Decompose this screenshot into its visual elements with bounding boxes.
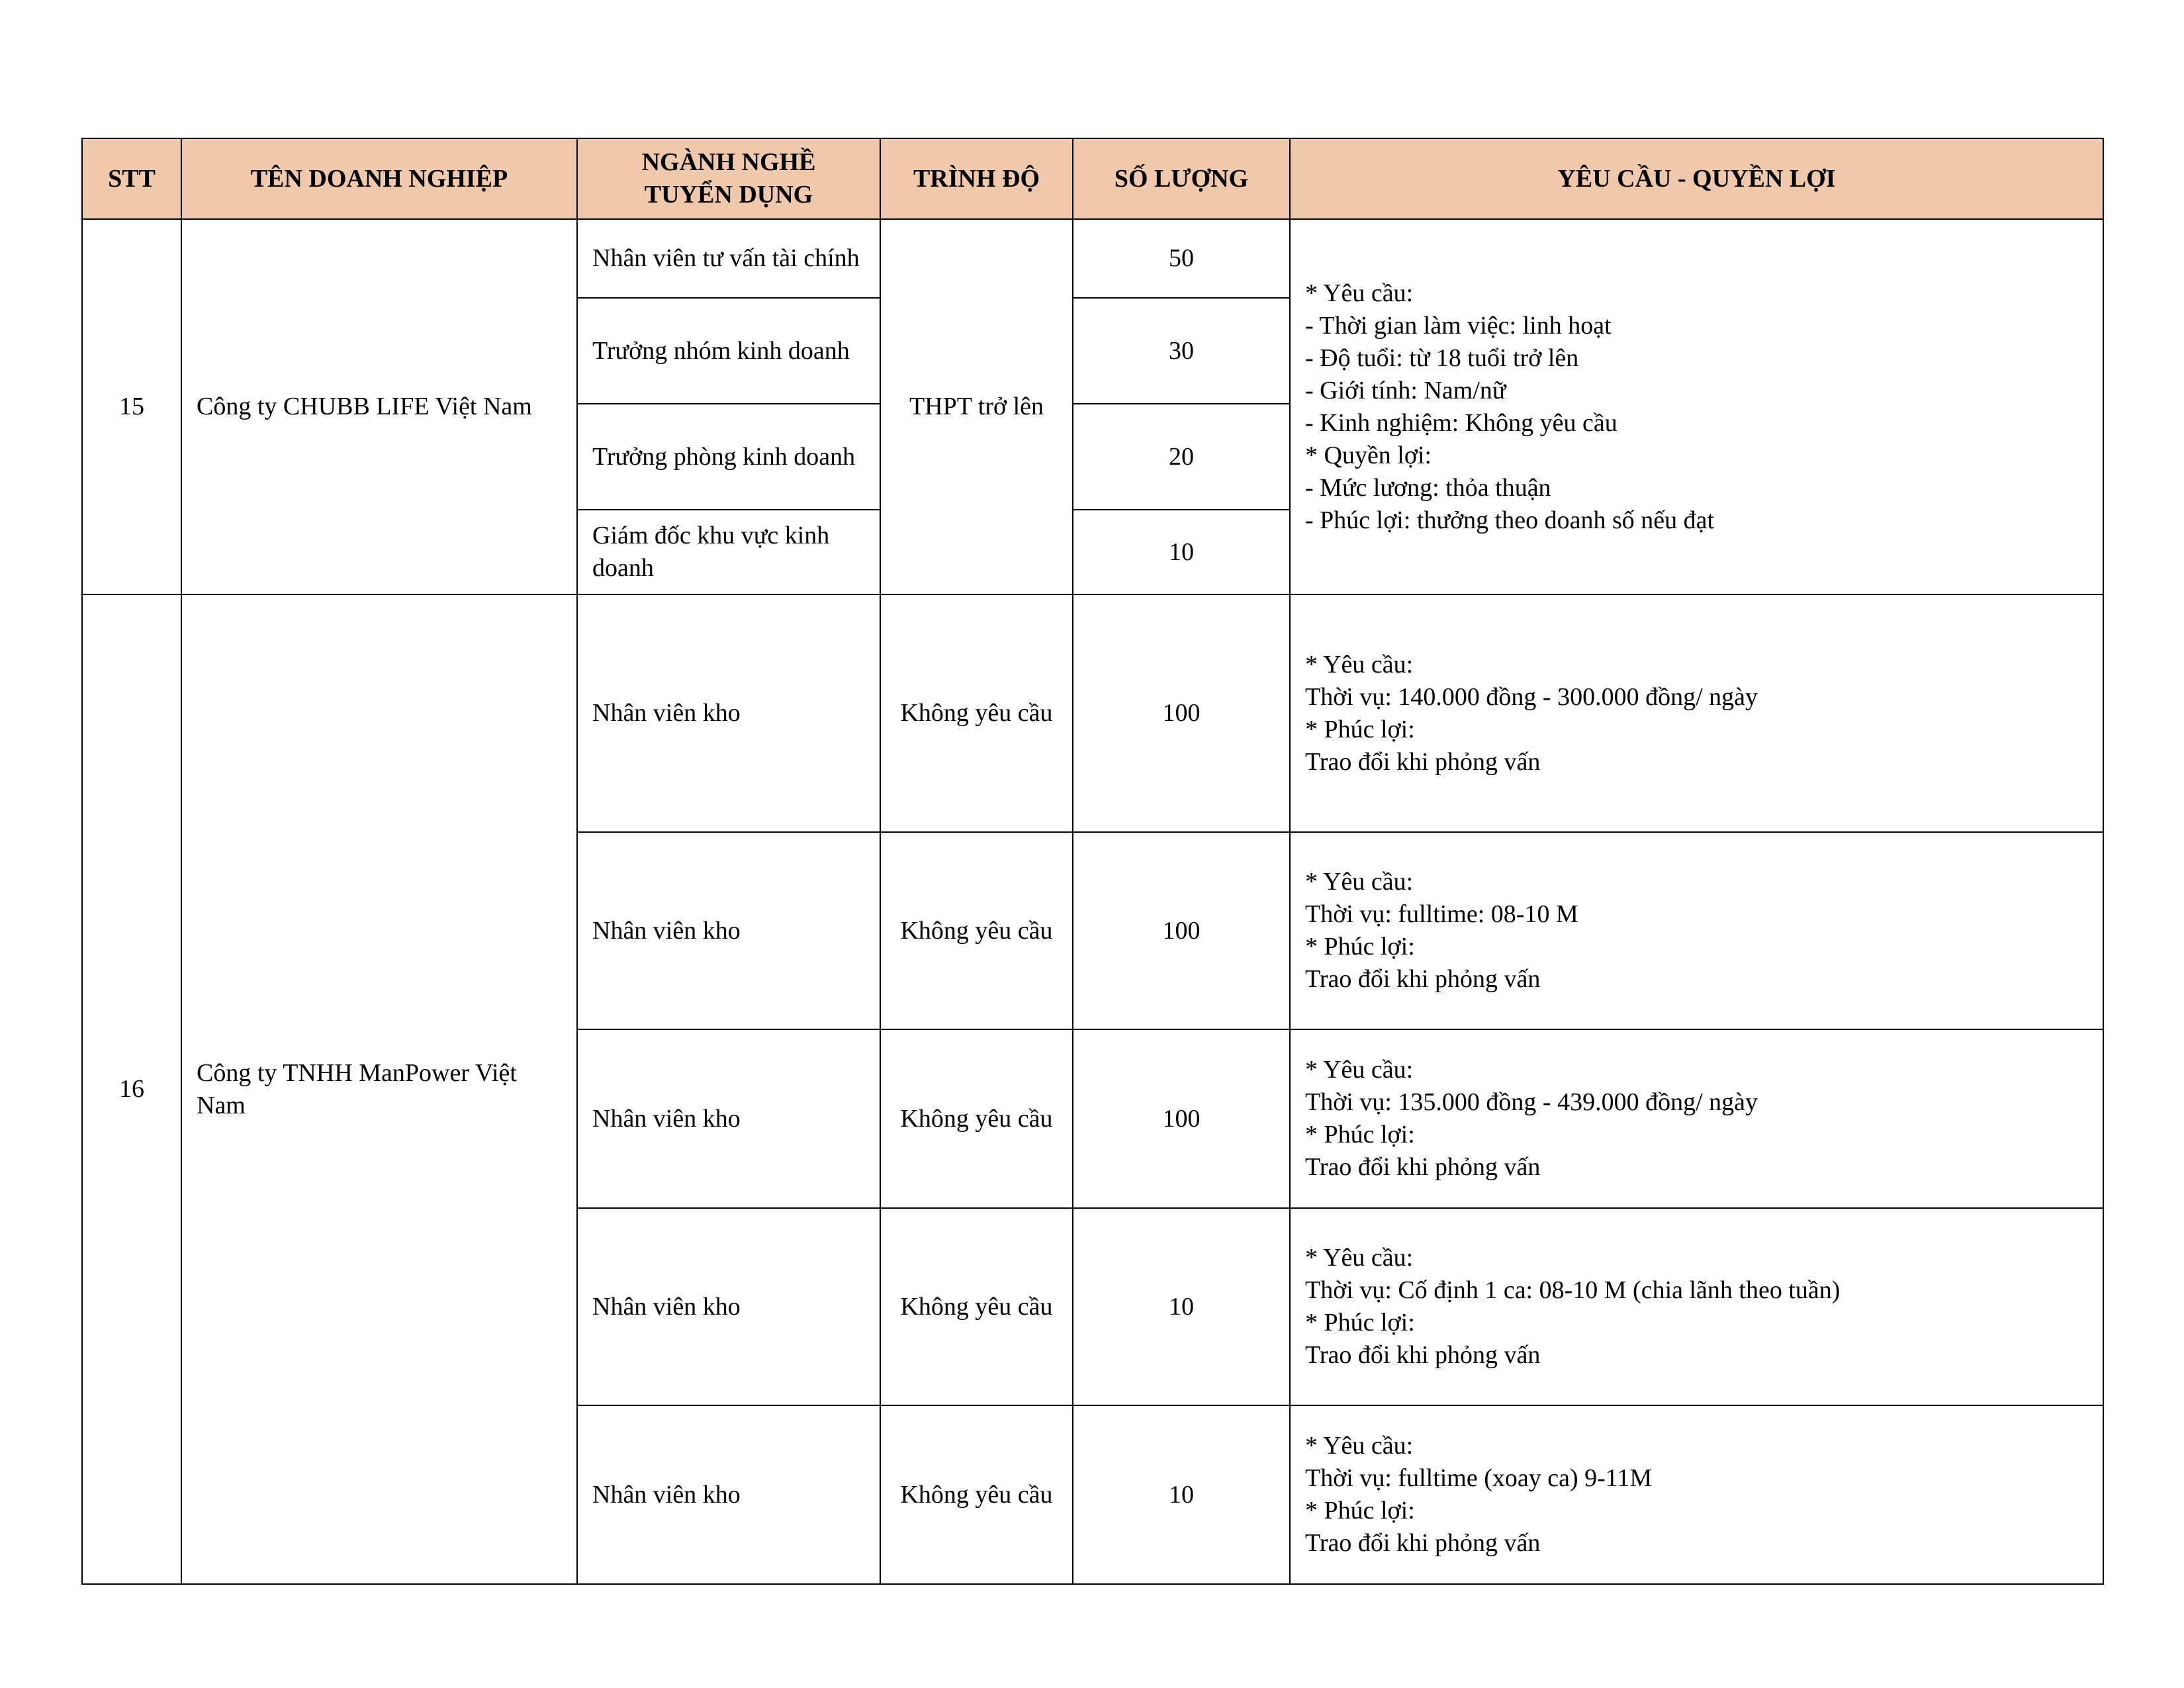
requirement-line: Trao đổi khi phỏng vấn [1305, 1529, 1541, 1557]
header-quantity: SỐ LƯỢNG [1073, 138, 1290, 219]
quantity-cell: 20 [1073, 404, 1290, 510]
company-name-cell: Công ty CHUBB LIFE Việt Nam [181, 219, 577, 594]
quantity-cell: 10 [1073, 1208, 1290, 1405]
quantity-cell: 10 [1073, 1405, 1290, 1584]
level-cell: THPT trở lên [880, 219, 1073, 594]
requirement-line: * Yêu cầu: [1305, 1056, 1414, 1084]
job-title-cell: Nhân viên kho [577, 594, 880, 832]
quantity-cell: 10 [1073, 510, 1290, 594]
requirement-line: - Mức lương: thỏa thuận [1305, 473, 1551, 502]
table-row [82, 594, 2103, 832]
requirement-line: Thời vụ: fulltime (xoay ca) 9-11M [1305, 1464, 1653, 1492]
requirement-line: Thời vụ: fulltime: 08-10 M [1305, 900, 1578, 928]
requirement-line: Thời vụ: 135.000 đồng - 439.000 đồng/ ngày [1305, 1088, 1758, 1116]
quantity-cell: 30 [1073, 298, 1290, 404]
requirements-cell [1290, 1208, 2103, 1405]
header-level: TRÌNH ĐỘ [880, 138, 1073, 219]
quantity-cell: 100 [1073, 832, 1290, 1029]
header-requirements: YÊU CẦU - QUYỀN LỢI [1290, 138, 2103, 219]
company-name-cell: Công ty TNHH ManPower Việt Nam [181, 594, 577, 1584]
header-company: TÊN DOANH NGHIỆP [181, 138, 577, 219]
quantity-cell: 50 [1073, 219, 1290, 298]
level-cell: Không yêu cầu [880, 832, 1073, 1029]
requirement-line: - Phúc lợi: thưởng theo doanh số nếu đạt [1305, 506, 1715, 534]
requirement-line: Thời vụ: 140.000 đồng - 300.000 đồng/ ngày [1305, 682, 1758, 711]
stt-cell: 16 [82, 594, 181, 1584]
job-title-cell: Trưởng phòng kinh doanh [577, 404, 880, 510]
quantity-cell: 100 [1073, 594, 1290, 832]
job-title-cell: Nhân viên tư vấn tài chính [577, 219, 880, 298]
requirements-cell [1290, 1029, 2103, 1208]
requirement-line: * Yêu cầu: [1305, 868, 1414, 896]
level-cell: Không yêu cầu [880, 1029, 1073, 1208]
requirement-line: - Kinh nghiệm: Không yêu cầu [1305, 408, 1617, 437]
level-cell: Không yêu cầu [880, 1208, 1073, 1405]
header-job-line2: TUYỂN DỤNG [644, 181, 813, 209]
table-row [82, 219, 2103, 298]
stt-cell: 15 [82, 219, 181, 594]
requirement-line: - Thời gian làm việc: linh hoạt [1305, 311, 1612, 340]
requirement-line: * Phúc lợi: [1305, 1309, 1415, 1336]
header-job [577, 138, 880, 219]
requirement-line: * Quyền lợi: [1305, 441, 1432, 469]
quantity-cell: 100 [1073, 1029, 1290, 1208]
level-cell: Không yêu cầu [880, 1405, 1073, 1584]
requirement-line: Trao đổi khi phỏng vấn [1305, 747, 1541, 776]
requirement-line: * Yêu cầu: [1305, 1432, 1414, 1460]
recruitment-table [81, 138, 2104, 1585]
header-row [82, 138, 2103, 219]
requirements-cell [1290, 594, 2103, 832]
requirement-line: Trao đổi khi phỏng vấn [1305, 1153, 1541, 1181]
job-title-cell: Trưởng nhóm kinh doanh [577, 298, 880, 404]
job-title-cell: Nhân viên kho [577, 1029, 880, 1208]
requirement-line: * Phúc lợi: [1305, 715, 1415, 743]
job-title-cell: Nhân viên kho [577, 1405, 880, 1584]
requirement-line: - Giới tính: Nam/nữ [1305, 376, 1506, 404]
requirement-line: * Phúc lợi: [1305, 1121, 1415, 1149]
requirement-line: Trao đổi khi phỏng vấn [1305, 965, 1541, 993]
requirement-line: Trao đổi khi phỏng vấn [1305, 1341, 1541, 1369]
requirements-cell [1290, 832, 2103, 1029]
requirement-line: * Phúc lợi: [1305, 933, 1415, 961]
job-title-cell: Nhân viên kho [577, 1208, 880, 1405]
requirement-line: * Yêu cầu: [1305, 650, 1414, 679]
header-job-line1: NGÀNH NGHỀ [641, 148, 816, 176]
requirements-cell [1290, 219, 2103, 594]
requirement-line: * Yêu cầu: [1305, 279, 1414, 307]
job-title-cell: Nhân viên kho [577, 832, 880, 1029]
requirement-line: * Phúc lợi: [1305, 1497, 1415, 1524]
requirement-line: * Yêu cầu: [1305, 1244, 1414, 1272]
job-title-cell: Giám đốc khu vực kinh doanh [577, 510, 880, 594]
level-cell: Không yêu cầu [880, 594, 1073, 832]
header-stt: STT [82, 138, 181, 219]
requirement-line: Thời vụ: Cố định 1 ca: 08-10 M (chia lãnh theo tuần) [1305, 1276, 1841, 1304]
requirement-line: - Độ tuổi: từ 18 tuổi trở lên [1305, 344, 1579, 372]
requirements-cell [1290, 1405, 2103, 1584]
